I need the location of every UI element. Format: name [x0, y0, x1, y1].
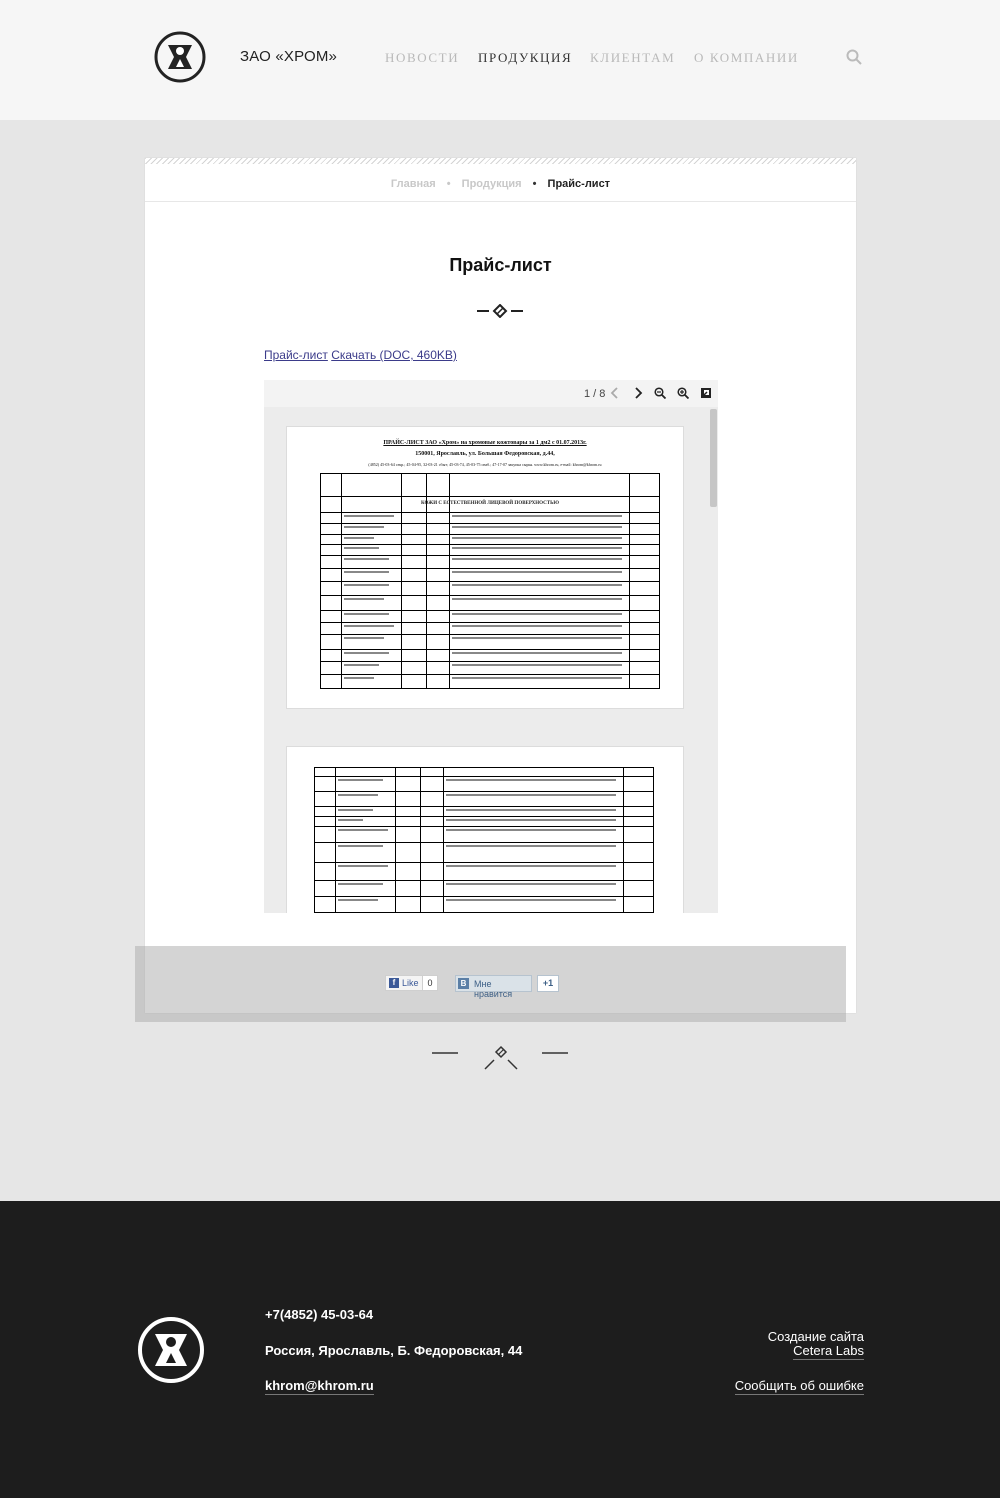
- facebook-icon: f: [389, 978, 399, 988]
- logo-icon[interactable]: [137, 1316, 205, 1384]
- divider: [145, 201, 856, 202]
- logo-icon[interactable]: [154, 31, 206, 83]
- viewer-toolbar: [264, 380, 718, 407]
- next-page-icon[interactable]: [632, 387, 644, 399]
- document-title: ПРАЙС-ЛИСТ ЗАО «Хром» на хромовые кожтовары за 1 дм2 с 01.07.2013г.: [383, 440, 587, 446]
- report-error-link[interactable]: Сообщить об ошибке: [734, 1378, 864, 1393]
- share-panel: [135, 946, 846, 1022]
- document-links: [264, 348, 457, 362]
- footer-phone: +7(4852) 45-03-64: [265, 1307, 374, 1322]
- site-header: [0, 0, 1000, 120]
- facebook-like-label: Like: [402, 978, 419, 988]
- price-list-link[interactable]: Прайс-лист: [264, 348, 328, 362]
- nav-products[interactable]: ПРОДУКЦИЯ: [478, 50, 573, 65]
- zoom-in-icon[interactable]: [677, 387, 689, 399]
- vk-like-count: +1: [537, 975, 559, 992]
- search-icon[interactable]: [846, 49, 862, 65]
- site-footer: [0, 1201, 1000, 1498]
- price-table: [314, 767, 654, 913]
- content-card: [145, 158, 856, 1013]
- page-indicator: 1 / 8: [584, 388, 606, 400]
- card-stripe: [145, 158, 856, 164]
- footer-made-by: Создание сайта: [767, 1329, 864, 1344]
- breadcrumb-home[interactable]: Главная: [390, 178, 436, 190]
- download-link[interactable]: Скачать (DOC, 460KB): [331, 348, 457, 362]
- ornament-icon: [432, 1045, 570, 1073]
- breadcrumb-separator: •: [446, 178, 451, 190]
- breadcrumb-products[interactable]: Продукция: [461, 178, 522, 190]
- nav-clients[interactable]: КЛИЕНТАМ: [590, 50, 676, 65]
- document-contacts: (4852) 45-03-64 секр.; 45-04-95, 32-03-21 сбыт; 45-03-74, 45-03-75 снаб.; 47-17-07 закупка сырья. www.khrom.ru, e-mail: khrom@khrom.ru: [368, 462, 602, 467]
- scroll-thumb[interactable]: [710, 409, 717, 507]
- breadcrumb-current: Прайс-лист: [547, 178, 611, 190]
- table-section-title: КОЖИ С ЕСТЕСТВЕННОЙ ЛИЦЕВОЙ ПОВЕРХНОСТЬЮ: [420, 501, 560, 506]
- footer-email[interactable]: khrom@khrom.ru: [265, 1378, 374, 1393]
- facebook-like-count: 0: [422, 975, 438, 991]
- popout-icon[interactable]: [700, 387, 712, 399]
- document-page: [286, 746, 684, 913]
- vk-like-button[interactable]: [455, 975, 532, 999]
- nav-news[interactable]: НОВОСТИ: [385, 50, 460, 65]
- footer-studio-link[interactable]: Cetera Labs: [793, 1343, 864, 1358]
- breadcrumb: [145, 178, 856, 190]
- vk-icon: В: [458, 978, 469, 989]
- breadcrumb-separator: •: [532, 178, 537, 190]
- prev-page-icon[interactable]: [609, 387, 621, 399]
- nav-about[interactable]: О КОМПАНИИ: [694, 50, 799, 65]
- brand-name[interactable]: ЗАО «ХРОМ»: [240, 48, 338, 65]
- ornament-icon: [475, 304, 525, 318]
- footer-address: Россия, Ярославль, Б. Федоровская, 44: [265, 1343, 523, 1358]
- price-table: [320, 473, 660, 689]
- document-address: 150001, Ярославль, ул. Большая Федоровская, д.44,: [415, 451, 555, 457]
- page-title: Прайс-лист: [449, 255, 552, 275]
- viewer-scrollbar[interactable]: [710, 407, 717, 913]
- document-viewer[interactable]: [264, 380, 718, 913]
- vk-like-label: Мне нравится: [474, 979, 513, 999]
- document-page: [286, 426, 684, 709]
- zoom-out-icon[interactable]: [654, 387, 666, 399]
